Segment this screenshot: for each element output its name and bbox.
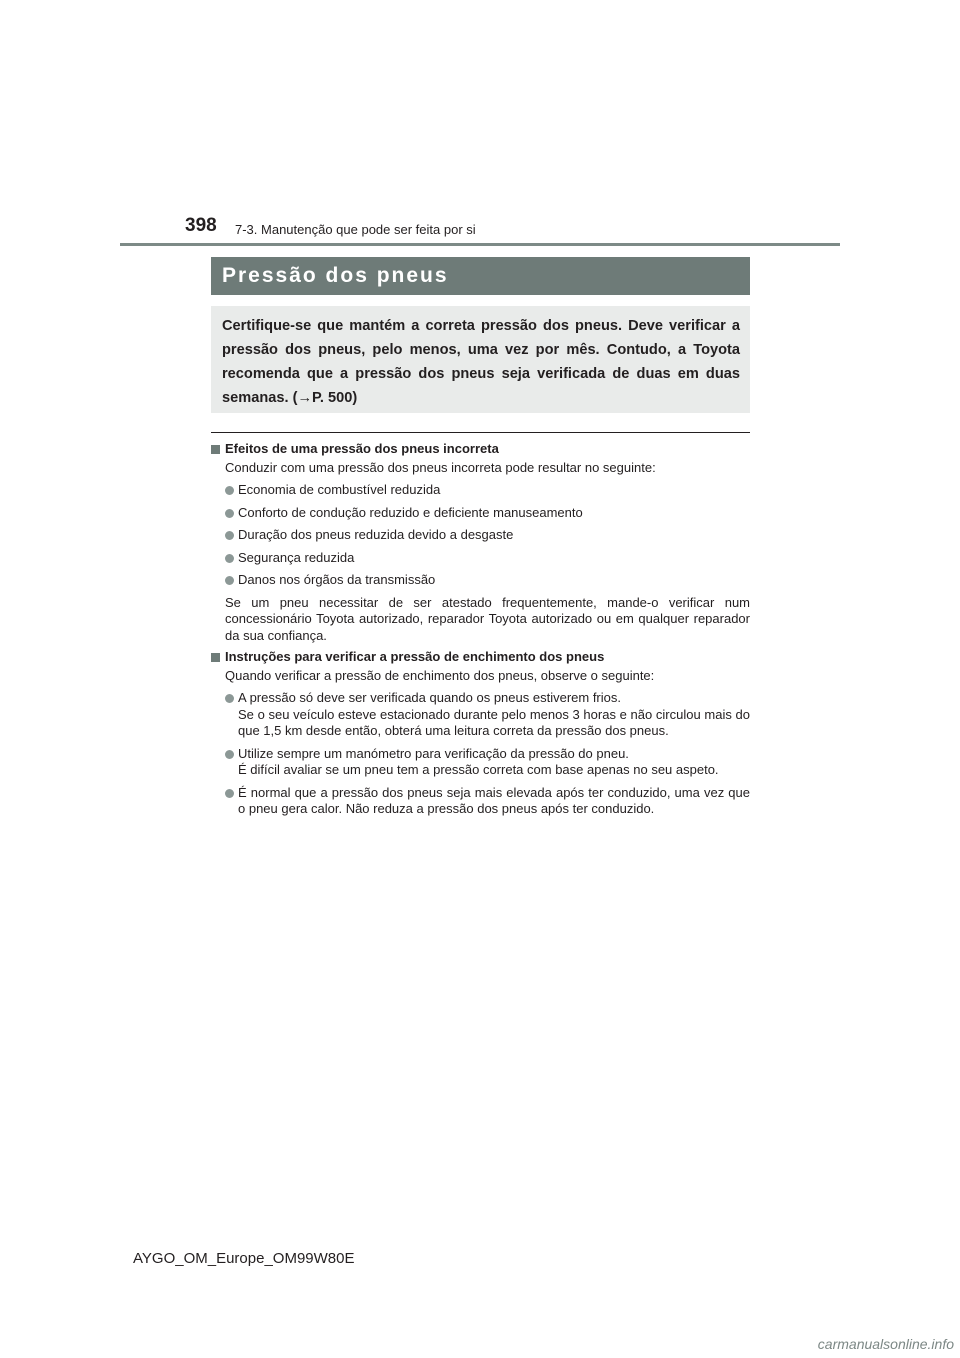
paragraph: Se um pneu necessitar de ser atestado frequentemente, mande-o verificar num concessionário Toyota autorizado, reparador Toyota autorizado ou em qualquer reparador da sua confiança.: [225, 594, 750, 643]
header-rule: [120, 243, 840, 246]
list-item: Economia de combustível reduzida: [211, 482, 750, 499]
lead-text: Conduzir com uma pressão dos pneus incorreta pode resultar no seguinte:: [225, 459, 656, 475]
circle-bullet-icon: [225, 486, 234, 495]
circle-bullet-icon: [225, 576, 234, 585]
circle-bullet-icon: [225, 694, 234, 703]
square-bullet-icon: [211, 653, 220, 662]
list-item: Segurança reduzida: [211, 550, 750, 567]
square-bullet-icon: [211, 445, 220, 454]
list-item: Danos nos órgãos da transmissão: [211, 572, 750, 589]
circle-bullet-icon: [225, 750, 234, 759]
intro-box: [211, 306, 750, 413]
circle-bullet-icon: [225, 789, 234, 798]
circle-bullet-icon: [225, 554, 234, 563]
footer-code: AYGO_OM_Europe_OM99W80E: [133, 1250, 355, 1267]
page-number: 398: [185, 215, 217, 236]
circle-bullet-icon: [225, 531, 234, 540]
section-header: 7-3. Manutenção que pode ser feita por si: [235, 222, 476, 237]
list-item: Conforto de condução reduzido e deficiente manuseamento: [211, 505, 750, 522]
content: [211, 441, 750, 818]
list-item: Duração dos pneus reduzida devido a desgaste: [211, 527, 750, 544]
divider: [211, 432, 750, 433]
section-heading-effects: [211, 441, 750, 458]
watermark: carmanualsonline.info: [817, 1336, 954, 1352]
list-item: É normal que a pressão dos pneus seja mais elevada após ter conduzido, uma vez que o pneu gera calor. Não reduza a pressão dos pneus após ter conduzido.: [211, 785, 750, 818]
circle-bullet-icon: [225, 509, 234, 518]
heading-text: Instruções para verificar a pressão de enchimento dos pneus: [225, 649, 605, 664]
lead-text: Quando verificar a pressão de enchimento dos pneus, observe o seguinte:: [225, 667, 655, 683]
heading-text: Efeitos de uma pressão dos pneus incorreta: [225, 441, 499, 456]
section-heading-instructions: [211, 649, 750, 666]
list-item: Utilize sempre um manómetro para verificação da pressão do pneu. É difícil avaliar se um pneu tem a pressão correta com base apenas no seu aspeto.: [211, 746, 750, 779]
list-item: A pressão só deve ser verificada quando os pneus estiverem frios. Se o seu veículo esteve estacionado durante pelo menos 3 horas e não circulou mais do que 1,5 km desde então, obterá uma leitura correta da pressão dos pneus.: [211, 690, 750, 740]
intro-text: Certifique-se que mantém a correta pressão dos pneus. Deve verificar a pressão dos pneus, pelo menos, uma vez por mês. Contudo, a Toyota recomenda que a pressão dos pneus seja verificada de duas em duas semanas. (→P. 500): [222, 318, 740, 406]
title-bar: [211, 257, 750, 295]
page-title: Pressão dos pneus: [222, 264, 449, 287]
